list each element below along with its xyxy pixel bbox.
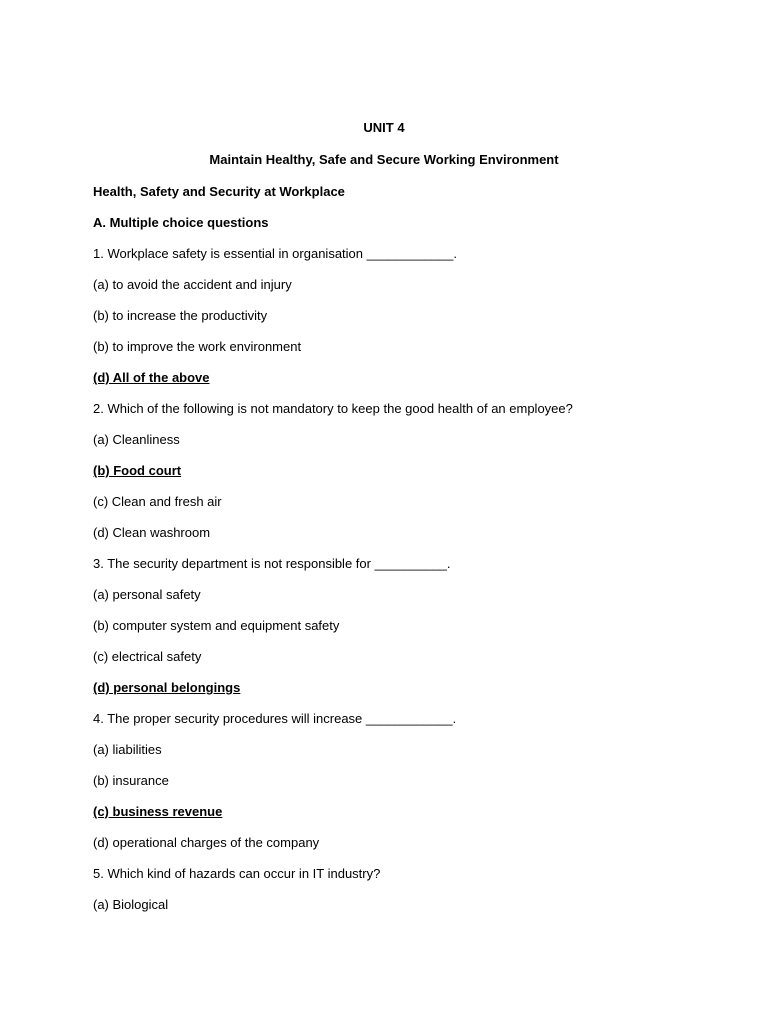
option-4b: (b) insurance — [93, 773, 169, 788]
answer-2: (b) Food court — [93, 463, 182, 478]
answer-4: (c) business revenue — [93, 804, 223, 819]
unit-title: UNIT 4 — [363, 120, 405, 135]
option-1b: (b) to increase the productivity — [93, 308, 268, 323]
question-5: 5. Which kind of hazards can occur in IT industry? — [93, 866, 381, 881]
option-3a: (a) personal safety — [93, 587, 201, 602]
option-1a: (a) to avoid the accident and injury — [93, 277, 292, 292]
option-3c: (c) electrical safety — [93, 649, 202, 664]
question-2: 2. Which of the following is not mandatory to keep the good health of an employee? — [93, 401, 573, 416]
question-4: 4. The proper security procedures will increase ____________. — [93, 711, 457, 726]
option-3b: (b) computer system and equipment safety — [93, 618, 340, 633]
answer-3: (d) personal belongings — [93, 680, 241, 695]
question-1: 1. Workplace safety is essential in organisation ____________. — [93, 246, 457, 261]
option-2a: (a) Cleanliness — [93, 432, 180, 447]
section-title: Health, Safety and Security at Workplace — [93, 184, 345, 199]
option-2c: (c) Clean and fresh air — [93, 494, 222, 509]
option-1c: (b) to improve the work environment — [93, 339, 302, 354]
option-4a: (a) liabilities — [93, 742, 162, 757]
option-4d: (d) operational charges of the company — [93, 835, 320, 850]
subsection-title: A. Multiple choice questions — [93, 215, 269, 230]
option-5a: (a) Biological — [93, 897, 169, 912]
option-2d: (d) Clean washroom — [93, 525, 211, 540]
question-3: 3. The security department is not responsible for __________. — [93, 556, 451, 571]
answer-1: (d) All of the above — [93, 370, 210, 385]
main-title: Maintain Healthy, Safe and Secure Working Environment — [209, 152, 559, 167]
